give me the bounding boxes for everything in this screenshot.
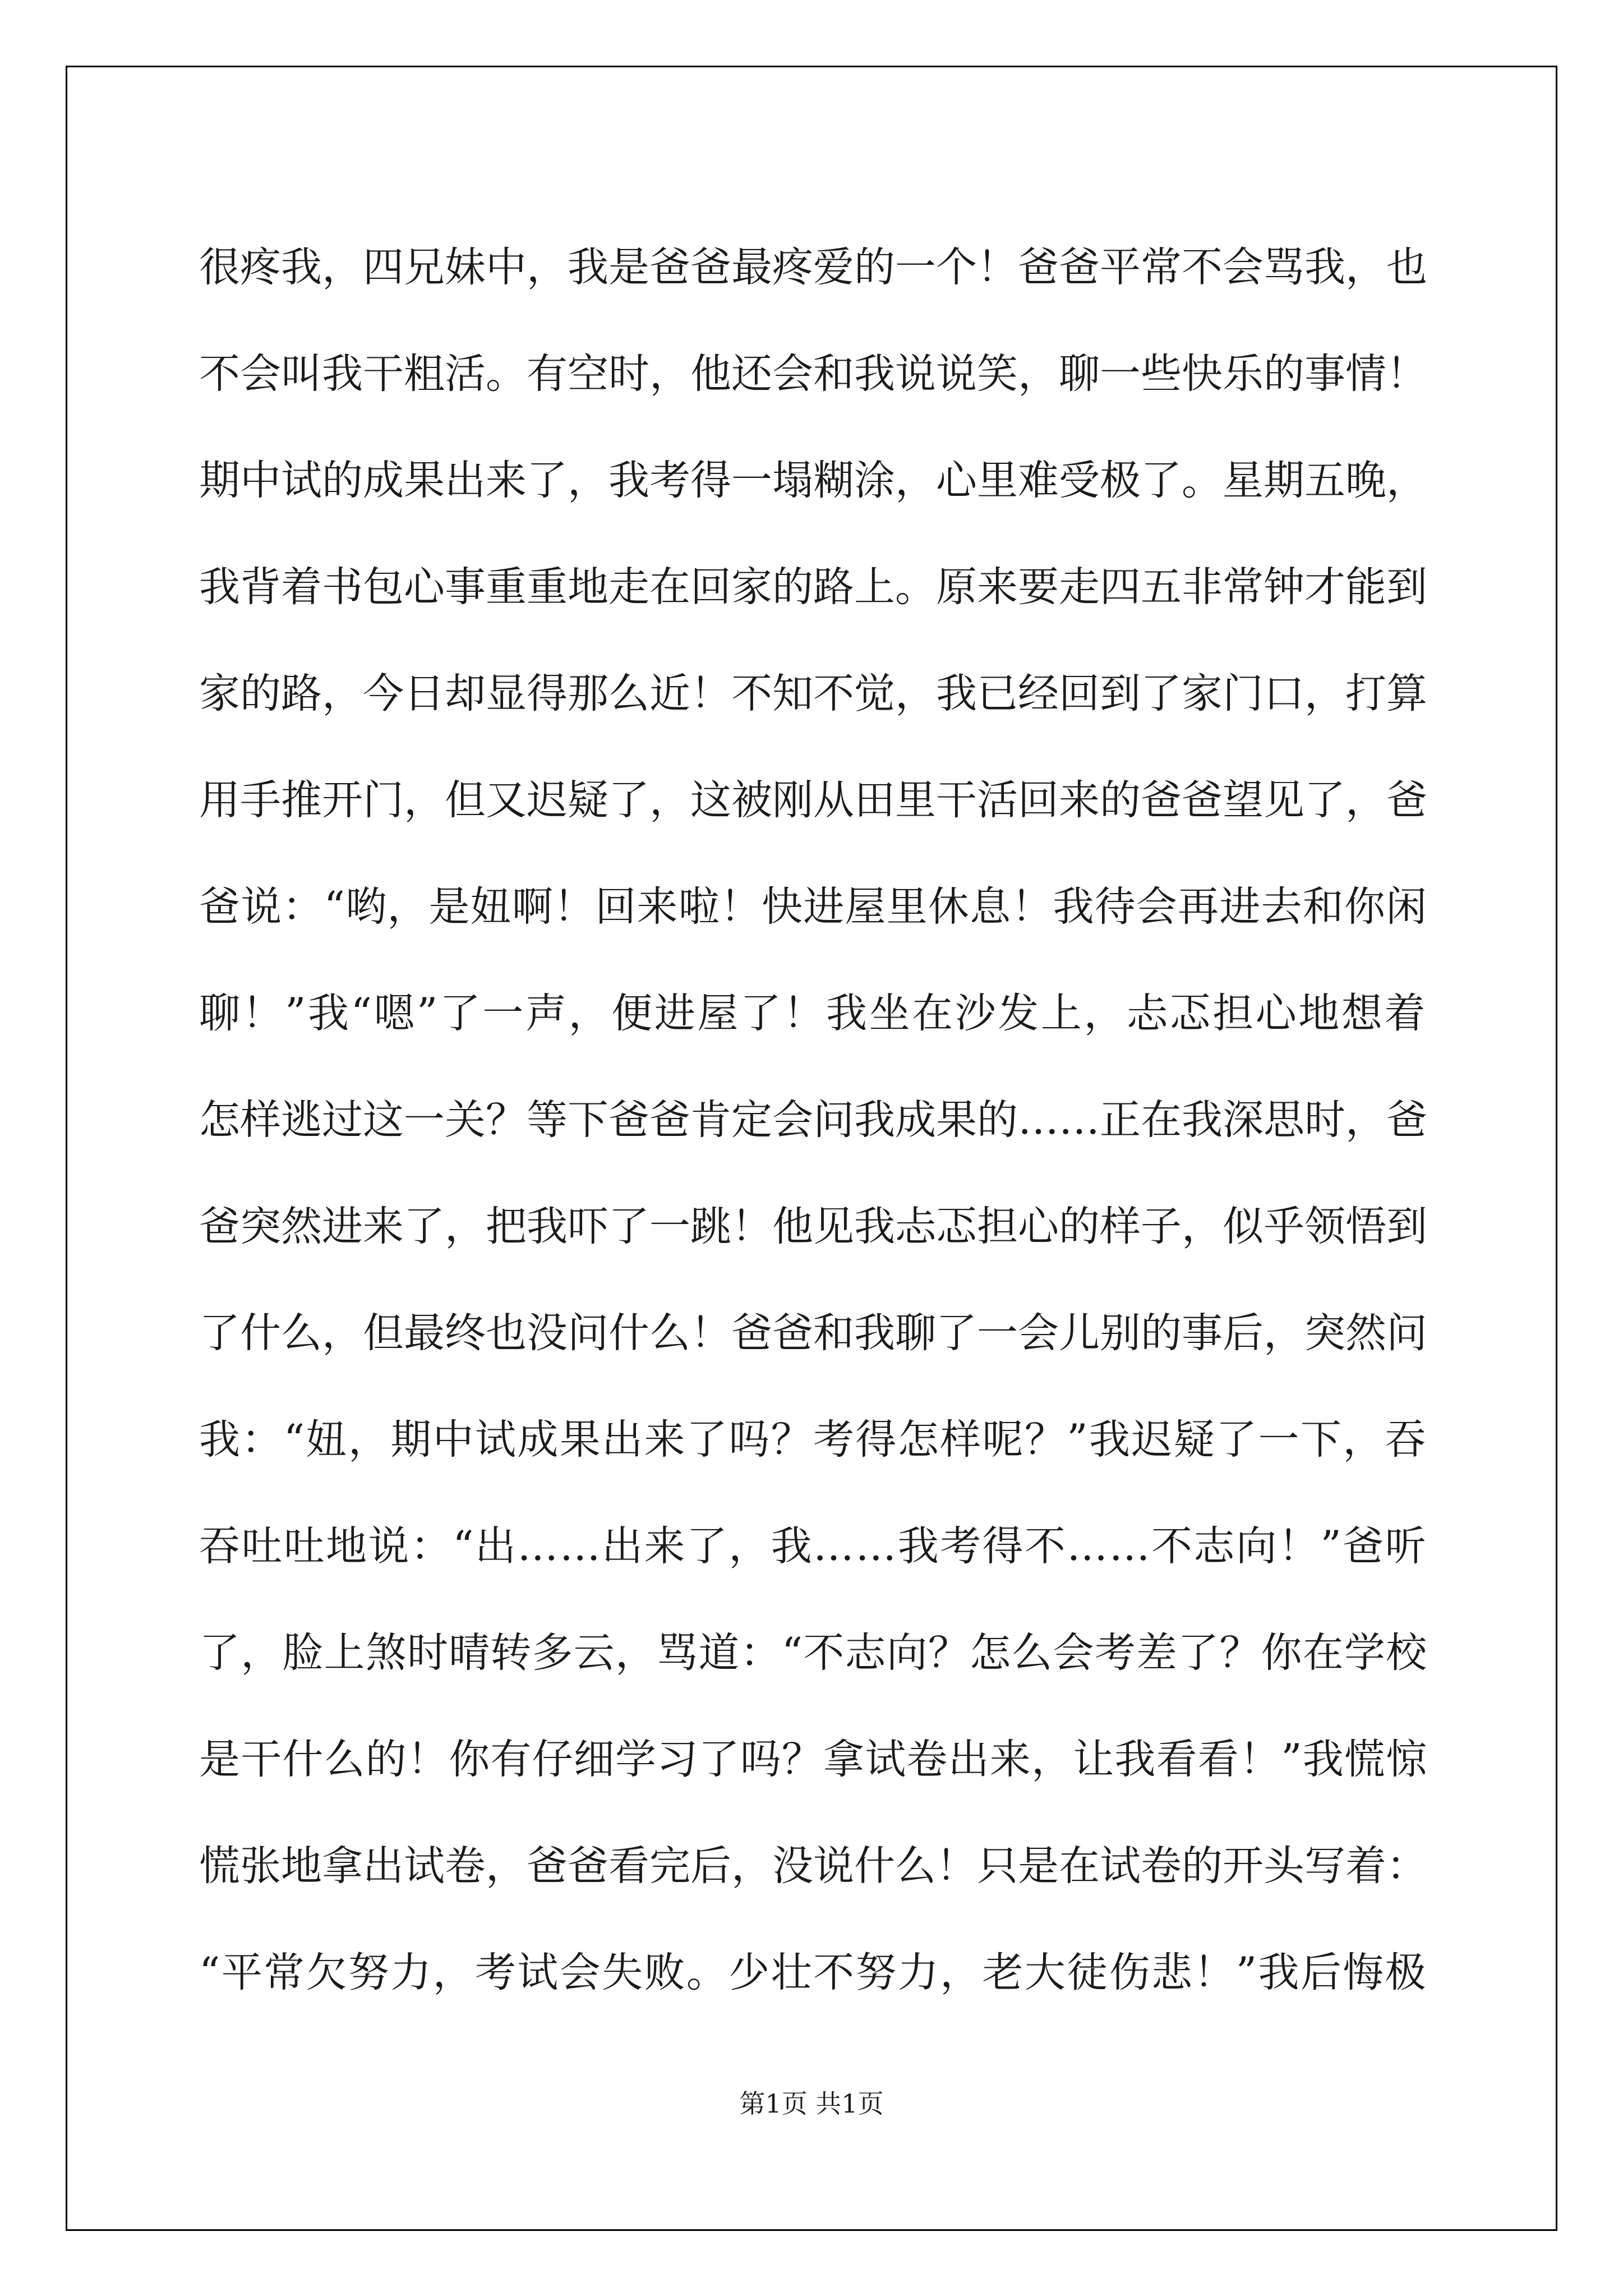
text-line: 是干什么的！你有仔细学习了吗？拿试卷出来，让我看看！”我慌惊 [199, 1736, 1427, 1783]
text-line: 吞吐吐地说：“出……出来了，我……我考得不……不志向！”爸听 [199, 1522, 1427, 1570]
text-line: 爸说：“哟，是妞啊！回来啦！快进屋里休息！我待会再进去和你闲 [199, 883, 1427, 931]
text-line: “平常欠努力，考试会失败。少壮不努力，老大徒伤悲！”我后悔极 [199, 1949, 1427, 1996]
text-line: 慌张地拿出试卷，爸爸看完后，没说什么！只是在试卷的开头写着： [199, 1842, 1427, 1890]
text-line: 了，脸上煞时晴转多云，骂道：“不志向？怎么会考差了？你在学校 [199, 1629, 1427, 1677]
text-line: 家的路，今日却显得那么近！不知不觉，我已经回到了家门口，打算 [199, 670, 1427, 717]
text-line: 我：“妞，期中试成果出来了吗？考得怎样呢？”我迟疑了一下，吞 [199, 1416, 1427, 1464]
text-line: 怎样逃过这一关？等下爸爸肯定会问我成果的……正在我深思时，爸 [199, 1096, 1427, 1144]
text-line: 用手推开门，但又迟疑了，这被刚从田里干活回来的爸爸望见了，爸 [199, 776, 1427, 824]
text-line: 聊！”我“嗯”了一声，便进屋了！我坐在沙发上，忐忑担心地想着 [199, 990, 1427, 1037]
text-line: 爸突然进来了，把我吓了一跳！他见我忐忑担心的样子，似乎领悟到 [199, 1203, 1427, 1250]
text-line: 期中试的成果出来了，我考得一塌糊涂，心里难受极了。星期五晚， [199, 457, 1427, 504]
page-number-footer: 第1页 共1页 [739, 2088, 884, 2119]
document-body [199, 214, 1427, 2026]
text-line: 我背着书包心事重重地走在回家的路上。原来要走四五非常钟才能到 [199, 563, 1427, 611]
text-line: 了什么，但最终也没问什么！爸爸和我聊了一会儿别的事后，突然问 [199, 1309, 1427, 1357]
text-line: 很疼我，四兄妹中，我是爸爸最疼爱的一个！爸爸平常不会骂我，也 [199, 243, 1427, 291]
text-line: 不会叫我干粗活。有空时，他还会和我说说笑，聊一些快乐的事情！ [199, 350, 1427, 398]
